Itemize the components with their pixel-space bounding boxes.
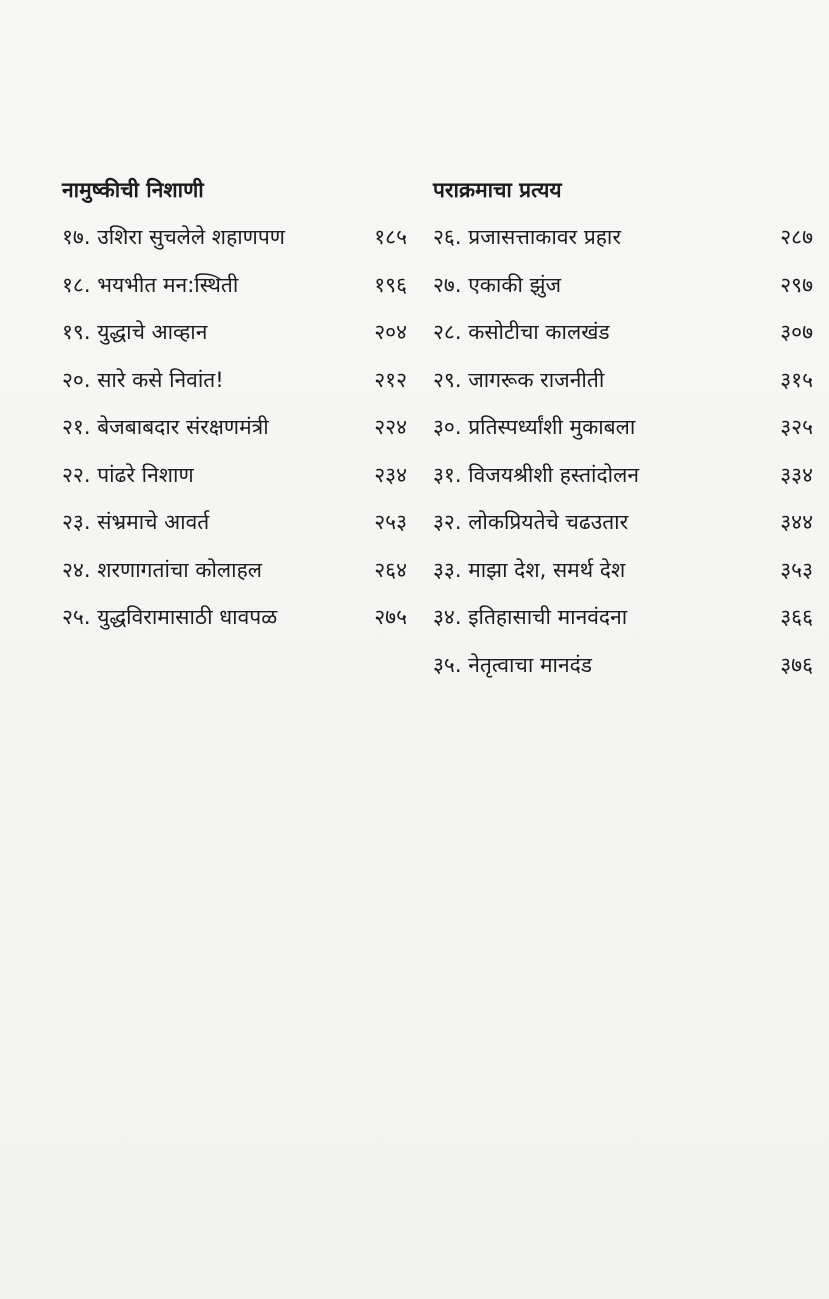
toc-entry-page: ३२५ (780, 415, 813, 439)
toc-entry (62, 504, 407, 552)
toc-entry-title: ३२. लोकप्रियतेचे चढउतार (433, 510, 629, 534)
toc-entry (62, 552, 407, 600)
toc-entry-title: १९. युद्धाचे आव्हान (62, 320, 208, 344)
toc-entry (62, 362, 407, 410)
toc-entry-title: ३३. माझा देश, समर्थ देश (433, 557, 626, 582)
toc-entry-page: ३७६ (780, 652, 813, 677)
toc-entry-page: ३३४ (780, 462, 813, 487)
toc-entry-title: २३. संभ्रमाचे आवर्त (62, 510, 210, 534)
toc-entry (433, 599, 813, 647)
toc-entry (433, 219, 813, 267)
toc-entry (62, 219, 407, 267)
toc-entry-page: ३१५ (780, 367, 813, 392)
toc-entry-title: १७. उशिरा सुचलेले शहाणपण (62, 225, 285, 249)
toc-entry (433, 504, 813, 552)
toc-entry (433, 314, 813, 362)
toc-column-left (62, 172, 407, 647)
toc-entry-page: २९७ (780, 272, 813, 297)
toc-entry (62, 599, 407, 647)
toc-entry-title: २७. एकाकी झुंज (433, 272, 562, 297)
toc-entry-page: ३४४ (780, 510, 813, 534)
toc-entry-title: ३५. नेतृत्वाचा मानदंड (433, 652, 592, 677)
toc-entry (433, 267, 813, 315)
toc-entry (433, 457, 813, 505)
toc-entry (433, 362, 813, 410)
toc-entry-title: ३४. इतिहासाची मानवंदना (433, 605, 628, 629)
toc-entry-title: २९. जागरूक राजनीती (433, 367, 605, 392)
toc-entry (433, 409, 813, 457)
toc-entry-title: २१. बेजबाबदार संरक्षणमंत्री (62, 415, 269, 439)
toc-entry (62, 314, 407, 362)
toc-entry-page: २२४ (374, 415, 407, 439)
toc-entry-title: २२. पांढरे निशाण (62, 462, 194, 487)
toc-entry-page: २३४ (374, 462, 407, 487)
toc-entry-title: २६. प्रजासत्ताकावर प्रहार (433, 225, 621, 249)
toc-entry-page: ३०७ (780, 320, 813, 344)
toc-entry-page: १९६ (374, 272, 407, 297)
toc-entry-title: १८. भयभीत मन:स्थिती (62, 272, 239, 297)
toc-entry-title: २४. शरणागतांचा कोलाहल (62, 557, 262, 582)
toc-entry-page: २०४ (374, 320, 407, 344)
toc-entry-title: २८. कसोटीचा कालखंड (433, 320, 610, 344)
section-heading-left: नामुष्कीची निशाणी (62, 178, 204, 202)
toc-entry (62, 409, 407, 457)
toc-entry (433, 552, 813, 600)
toc-entry-title: ३१. विजयश्रीशी हस्तांदोलन (433, 462, 639, 487)
toc-entry-title: २०. सारे कसे निवांत! (62, 367, 224, 392)
toc-entry (62, 267, 407, 315)
toc-entry (62, 457, 407, 505)
toc-entry-page: २८७ (780, 225, 813, 249)
toc-entry-page: ३६६ (780, 605, 813, 629)
section-heading-right: पराक्रमाचा प्रत्यय (433, 178, 562, 202)
toc-entry-page: २१२ (374, 367, 407, 392)
toc-entry-page: २७५ (374, 605, 407, 629)
toc-entry-page: ३५३ (780, 557, 813, 582)
toc-column-right (433, 172, 813, 694)
toc-entry-page: १८५ (374, 225, 407, 249)
toc-entry-title: २५. युद्धविरामासाठी धावपळ (62, 605, 278, 629)
toc-entry-title: ३०. प्रतिस्पर्ध्यांशी मुकाबला (433, 415, 636, 439)
toc-entry (433, 647, 813, 695)
toc-entry-page: २६४ (374, 557, 407, 582)
toc-entry-page: २५३ (374, 510, 407, 534)
